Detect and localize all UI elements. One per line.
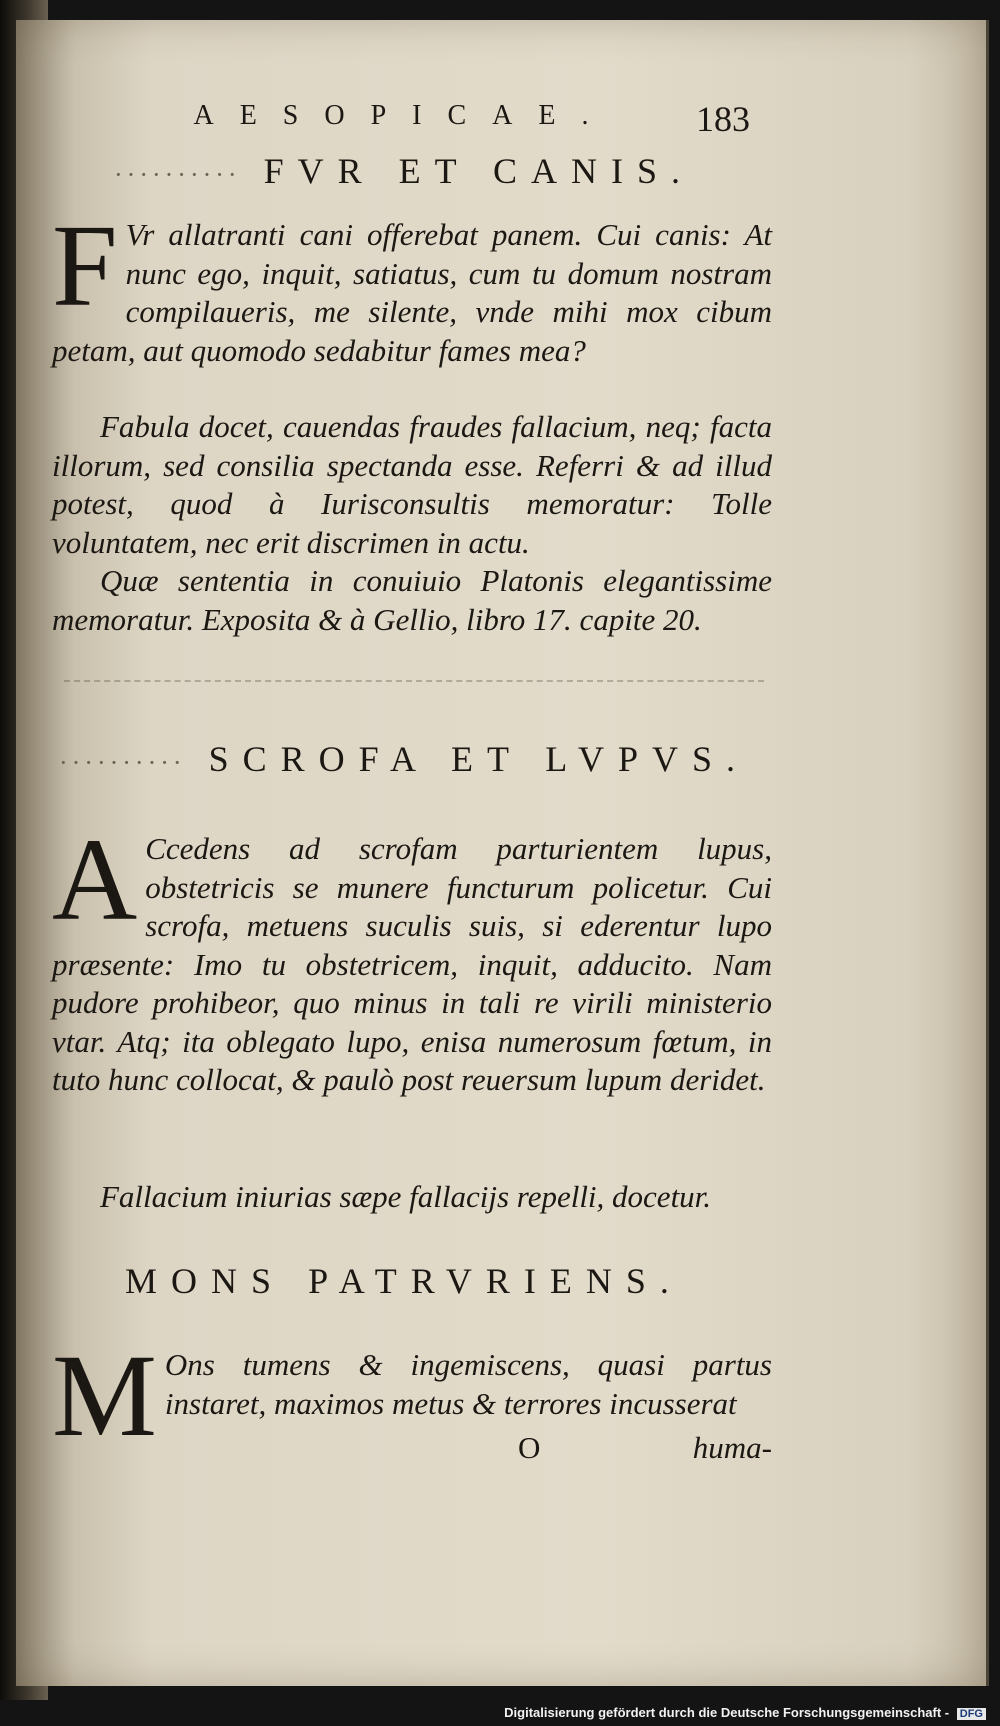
drop-cap: A (52, 814, 138, 945)
fable-body-1 (52, 200, 772, 370)
book-page (16, 20, 989, 1686)
digitization-credit (504, 1705, 986, 1720)
fable-title-text: SCROFA ET LVPVS. (208, 739, 750, 779)
paragraph: Vr allatranti cani offerebat panem. Cui canis: At nunc ego, inquit, satiatus, cum tu domum nostram compilaueris, me silente, vnde mihi mox cibum petam, aut quomodo sedabitur fames mea? (52, 217, 772, 368)
ornament-dots: ·········· (114, 160, 241, 189)
fable-title-text: FVR ET CANIS. (263, 151, 694, 191)
credit-text: Digitalisierung gefördert durch die Deutsche Forschungsgemeinschaft - (504, 1705, 950, 1720)
drop-cap: F (52, 200, 118, 331)
fable-note-1: Quæ sententia in conuiuio Platonis elegantissime memoratur. Exposita & à Gellio, libro 17. capite 20. (52, 563, 772, 637)
catchword: huma- (692, 1430, 772, 1465)
dfg-logo: DFG (957, 1708, 986, 1720)
paragraph: Ons tumens & ingemiscens, quasi partus instaret, maximos metus & terrores incusserat (164, 1347, 772, 1421)
signature-mark: O (518, 1430, 541, 1465)
fable-title-text: MONS PATRVRIENS. (125, 1261, 683, 1301)
running-head (34, 100, 774, 132)
bleed-through-rule (64, 680, 764, 682)
ornament-dots: ·········· (58, 748, 186, 777)
fable-moral-2: Fallacium iniurias sæpe fallacijs repelli, docetur. (100, 1179, 712, 1214)
fable-title-1 (34, 150, 774, 192)
paragraph: Ccedens ad scrofam parturientem lupus, obstetricis se munere functurum policetur. Cui scrofa, metuens suculis suis, si ederentur lupo præsente: Imo tu obstetricem, inquit, adducito. Nam pudore prohibeor, quo minus in tali re virili ministerio vtar. Atq; ita oblegato lupo, enisa numerosum fœtum, in tuto hunc collocat, & paulò post reuersum lupum deridet. (52, 831, 772, 1097)
fable-body-2 (52, 814, 772, 1100)
page-number: 183 (696, 99, 750, 139)
fable-moral-1: Fabula docet, cauendas fraudes fallacium, neq; facta illorum, sed consilia spectanda esse. Referri & ad illud potest, quod à Iurisconsultis memoratur: Tolle voluntatem, nec erit discrimen in actu. (52, 409, 772, 560)
fable-title-3 (34, 1260, 774, 1302)
running-title: AESOPICAE. (193, 100, 615, 131)
fable-title-2 (34, 738, 774, 780)
drop-cap: M (52, 1330, 157, 1461)
